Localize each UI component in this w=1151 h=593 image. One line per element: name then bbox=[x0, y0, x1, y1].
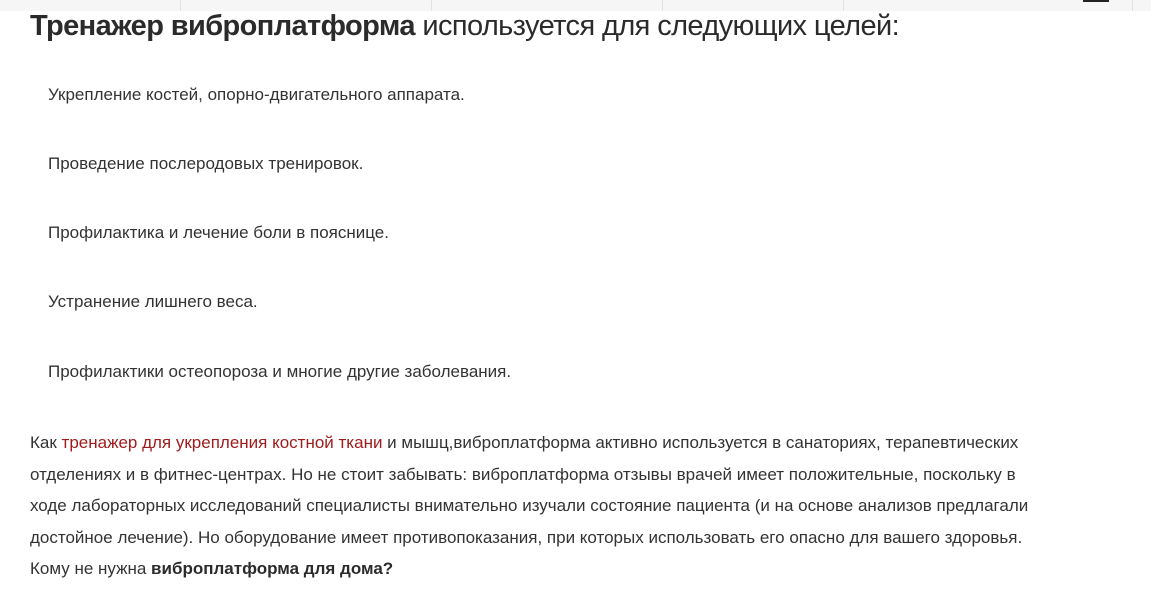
paragraph-line: ходе лабораторных исследований специалисты внимательно изучали состояние пациента (и на основе анализов предлагали bbox=[30, 496, 1029, 515]
body-paragraph bbox=[30, 427, 1130, 585]
paragraph-line bbox=[30, 427, 1130, 459]
paragraph-text: Как bbox=[30, 433, 62, 452]
section-heading bbox=[30, 4, 899, 48]
paragraph-line: отделениях и в фитнес-центрах. Но не стоит забывать: виброплатформа отзывы врачей имеет положительные, поскольку в bbox=[30, 464, 1016, 484]
list-item: Профилактики остеопороза и многие другие заболевания. bbox=[48, 362, 512, 381]
bold-question: виброплатформа для дома? bbox=[151, 559, 394, 578]
paragraph-text: и мышц,виброплатформа активно используется в санаториях, терапевтических bbox=[382, 433, 1019, 452]
paragraph-line: достойное лечение). Но оборудование имеет противопоказания, при которых использовать его опасно для вашего здоровья. bbox=[30, 527, 1023, 547]
list-item: Проведение послеродовых тренировок. bbox=[48, 154, 364, 173]
list-item: Профилактика и лечение боли в пояснице. bbox=[48, 223, 389, 242]
paragraph-line bbox=[30, 553, 1130, 585]
list-item: Укрепление костей, опорно-двигательного аппарата. bbox=[48, 85, 465, 104]
heading-regular-text: используется для следующих целей: bbox=[414, 10, 900, 42]
list-item: Устранение лишнего веса. bbox=[48, 292, 258, 311]
hamburger-menu-icon[interactable] bbox=[1083, 0, 1109, 2]
paragraph-text: Кому не нужна bbox=[30, 559, 152, 578]
bone-strength-trainer-link[interactable]: тренажер для укрепления костной ткани bbox=[61, 433, 383, 452]
heading-bold-text: Тренажер виброплатформа bbox=[30, 10, 415, 42]
